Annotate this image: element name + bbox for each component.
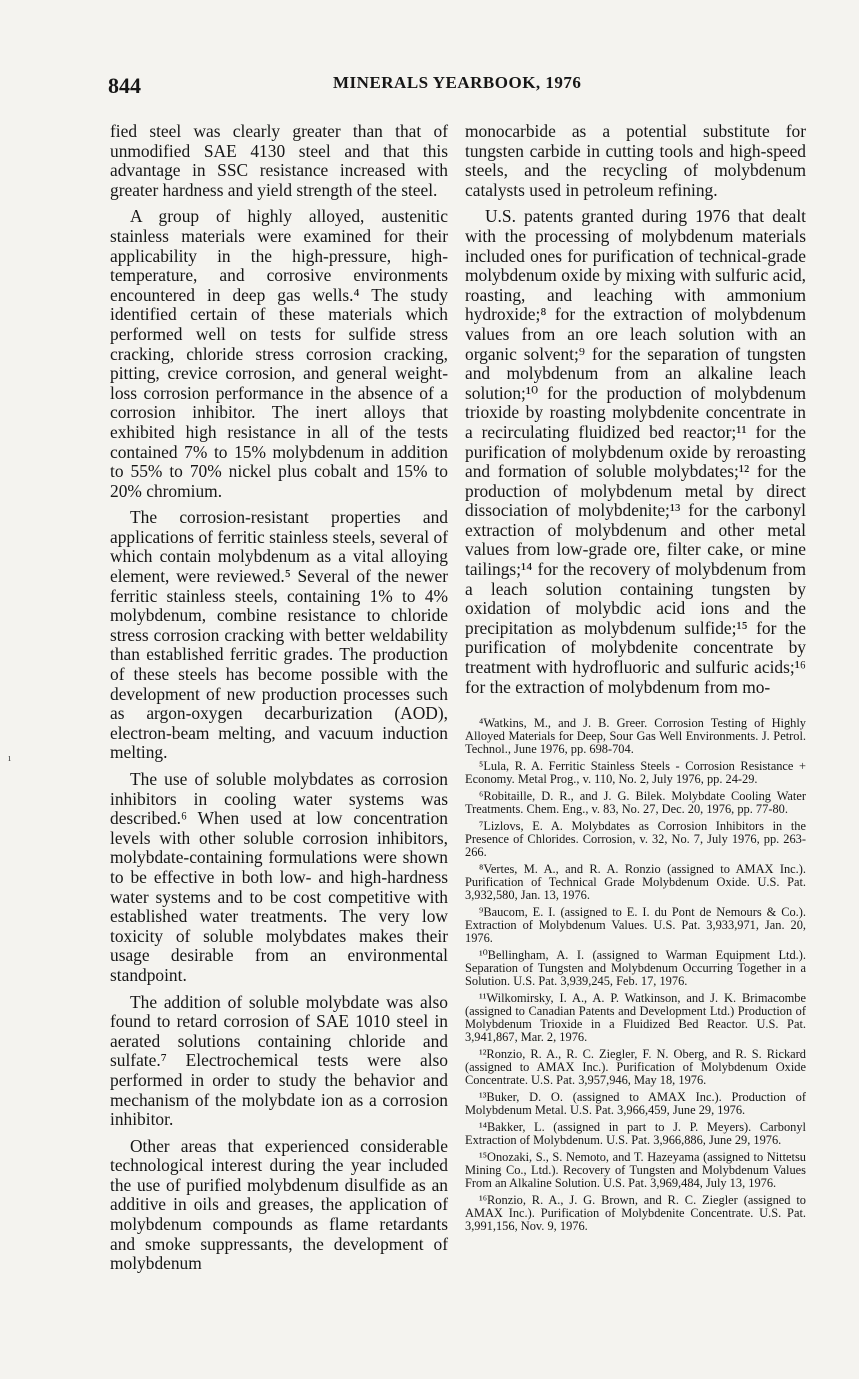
footnote: ¹⁰Bellingham, A. I. (assigned to Warman Equipment Ltd.). Separation of Tungsten and Molybdenum Occurring Together in a Solution. U.S. Pat. 3,939,245, Feb. 17, 1976. <box>465 948 806 989</box>
footnote: ¹⁶Ronzio, R. A., J. G. Brown, and R. C. Ziegler (assigned to AMAX Inc.). Purification of Molybdenite Concentrate. U.S. Pat. 3,991,156, Nov. 9, 1976. <box>465 1193 806 1234</box>
footnote: ⁸Vertes, M. A., and R. A. Ronzio (assigned to AMAX Inc.). Purification of Technical Grade Molybdenum Oxide. U.S. Pat. 3,932,580, Jan. 13, 1976. <box>465 862 806 903</box>
footnotes <box>465 717 806 1233</box>
footnote: ⁷Lizlovs, E. A. Molybdates as Corrosion Inhibitors in the Presence of Chlorides. Corrosion, v. 32, No. 7, July 1976, pp. 263-266. <box>465 819 806 860</box>
paragraph: The use of soluble molybdates as corrosion inhibitors in cooling water systems was described.⁶ When used at low concentration levels with other soluble corrosion inhibitors, molybdate-containing formulations were shown to be effective in both low- and high-hardness water systems and to be cost competitive with established water treatments. The very low toxicity of soluble molybdates makes their usage desirable from an environmental standpoint. <box>110 769 448 985</box>
margin-mark: ı <box>8 752 12 764</box>
paragraph: monocarbide as a potential substitute for tungsten carbide in cutting tools and high-speed steels, and the recycling of molybdenum catalysts used in petroleum refining. <box>465 121 806 200</box>
footnote: ¹⁵Onozaki, S., S. Nemoto, and T. Hazeyama (assigned to Nittetsu Mining Co., Ltd.). Recovery of Tungsten and Molybdenum Values From an Alkaline Solution. U.S. Pat. 3,969,484, July 13, 1976. <box>465 1150 806 1191</box>
page-number: 844 <box>108 73 141 98</box>
footnote: ¹⁴Bakker, L. (assigned in part to J. P. Meyers). Carbonyl Extraction of Molybdenum. U.S. Pat. 3,966,886, June 29, 1976. <box>465 1120 806 1148</box>
running-head: MINERALS YEARBOOK, 1976 <box>333 73 582 92</box>
paragraph: fied steel was clearly greater than that of unmodified SAE 4130 steel and that this advantage in SSC resistance increased with greater hardness and yield strength of the steel. <box>110 121 448 200</box>
paragraph: Other areas that experienced considerable technological interest during the year included the use of purified molybdenum disulfide as an additive in oils and greases, the application of molybdenum compounds as flame retardants and smoke suppressants, the development of molybdenum <box>110 1135 448 1274</box>
footnote: ¹²Ronzio, R. A., R. C. Ziegler, F. N. Oberg, and R. S. Rickard (assigned to AMAX Inc.). Purification of Molybdenum Oxide Concentrate. U.S. Pat. 3,957,946, May 18, 1976. <box>465 1047 806 1088</box>
footnote: ⁵Lula, R. A. Ferritic Stainless Steels - Corrosion Resistance + Economy. Metal Prog., v. 110, No. 2, July 1976, pp. 24-29. <box>465 759 806 787</box>
footnote: ⁴Watkins, M., and J. B. Greer. Corrosion Testing of Highly Alloyed Materials for Deep, Sour Gas Well Environments. J. Petrol. Technol., June 1976, pp. 698-704. <box>465 716 806 757</box>
right-column <box>465 122 806 1237</box>
left-column <box>110 122 448 1281</box>
footnote: ¹³Buker, D. O. (assigned to AMAX Inc.). Production of Molybdenum Metal. U.S. Pat. 3,966,459, June 29, 1976. <box>465 1090 806 1118</box>
footnote: ⁹Baucom, E. I. (assigned to E. I. du Pont de Nemours & Co.). Extraction of Molybdenum Values. U.S. Pat. 3,933,971, Jan. 20, 1976. <box>465 905 806 946</box>
paragraph: The corrosion-resistant properties and applications of ferritic stainless steels, several of which contain molybdenum as a vital alloying element, were reviewed.⁵ Several of the newer ferritic stainless steels, containing 1% to 4% molybdenum, combine resistance to chloride stress corrosion cracking with better weldability than established ferritic grades. The production of these steels has become possible with the development of new production processes such as argon-oxygen decarburization (AOD), electron-beam melting, and vacuum induction melting. <box>110 507 448 763</box>
paragraph: U.S. patents granted during 1976 that dealt with the processing of molybdenum materials included ones for purification of technical-grade molybdenum oxide by mixing with sulfuric acid, roasting, and leaching with ammonium hydroxide;⁸ for the extraction of molybdenum values from an ore leach solution with an organic solvent;⁹ for the separation of tungsten and molybdenum from an alkaline leach solution;¹⁰ for the production of molybdenum trioxide by roasting molybdenite concentrate in a recirculating fluidized bed reactor;¹¹ for the purification of molybdenum oxide by reroasting and formation of soluble molybdates;¹² for the production of molybdenum metal by direct dissociation of molybdenite;¹³ for the carbonyl extraction of molybdenum and other metal values from low-grade ore, filter cake, or mine tailings;¹⁴ for the recovery of molybdenum from a leach solution containing tungsten by oxidation of molybdic acid ions and the precipitation as molybdenum sulfide;¹⁵ for the purification of molybdenite concentrate by treatment with hydrofluoric and sulfuric acids;¹⁶ for the extraction of molybdenum from mo- <box>465 206 806 697</box>
footnote: ⁶Robitaille, D. R., and J. G. Bilek. Molybdate Cooling Water Treatments. Chem. Eng., v. 83, No. 27, Dec. 20, 1976, pp. 77-80. <box>465 789 806 817</box>
footnote: ¹¹Wilkomirsky, I. A., A. P. Watkinson, and J. K. Brimacombe (assigned to Canadian Patents and Development Ltd.) Production of Molybdenum Trioxide in a Fluidized Bed Reactor. U.S. Pat. 3,941,867, Mar. 2, 1976. <box>465 991 806 1045</box>
paragraph: The addition of soluble molybdate was also found to retard corrosion of SAE 1010 steel in aerated solutions containing chloride and sulfate.⁷ Electrochemical tests were also performed in order to study the behavior and mechanism of the molybdate ion as a corrosion inhibitor. <box>110 991 448 1130</box>
paragraph: A group of highly alloyed, austenitic stainless materials were examined for their applicability in the high-pressure, high-temperature, and corrosive environments encountered in deep gas wells.⁴ The study identified certain of these materials which performed well on tests for sulfide stress cracking, chloride stress corrosion cracking, pitting, crevice corrosion, and general weight-loss corrosion performance in the absence of a corrosion inhibitor. The inert alloys that exhibited high resistance in all of the tests contained 7% to 15% molybdenum in addition to 55% to 70% nickel plus cobalt and 15% to 20% chromium. <box>110 206 448 501</box>
